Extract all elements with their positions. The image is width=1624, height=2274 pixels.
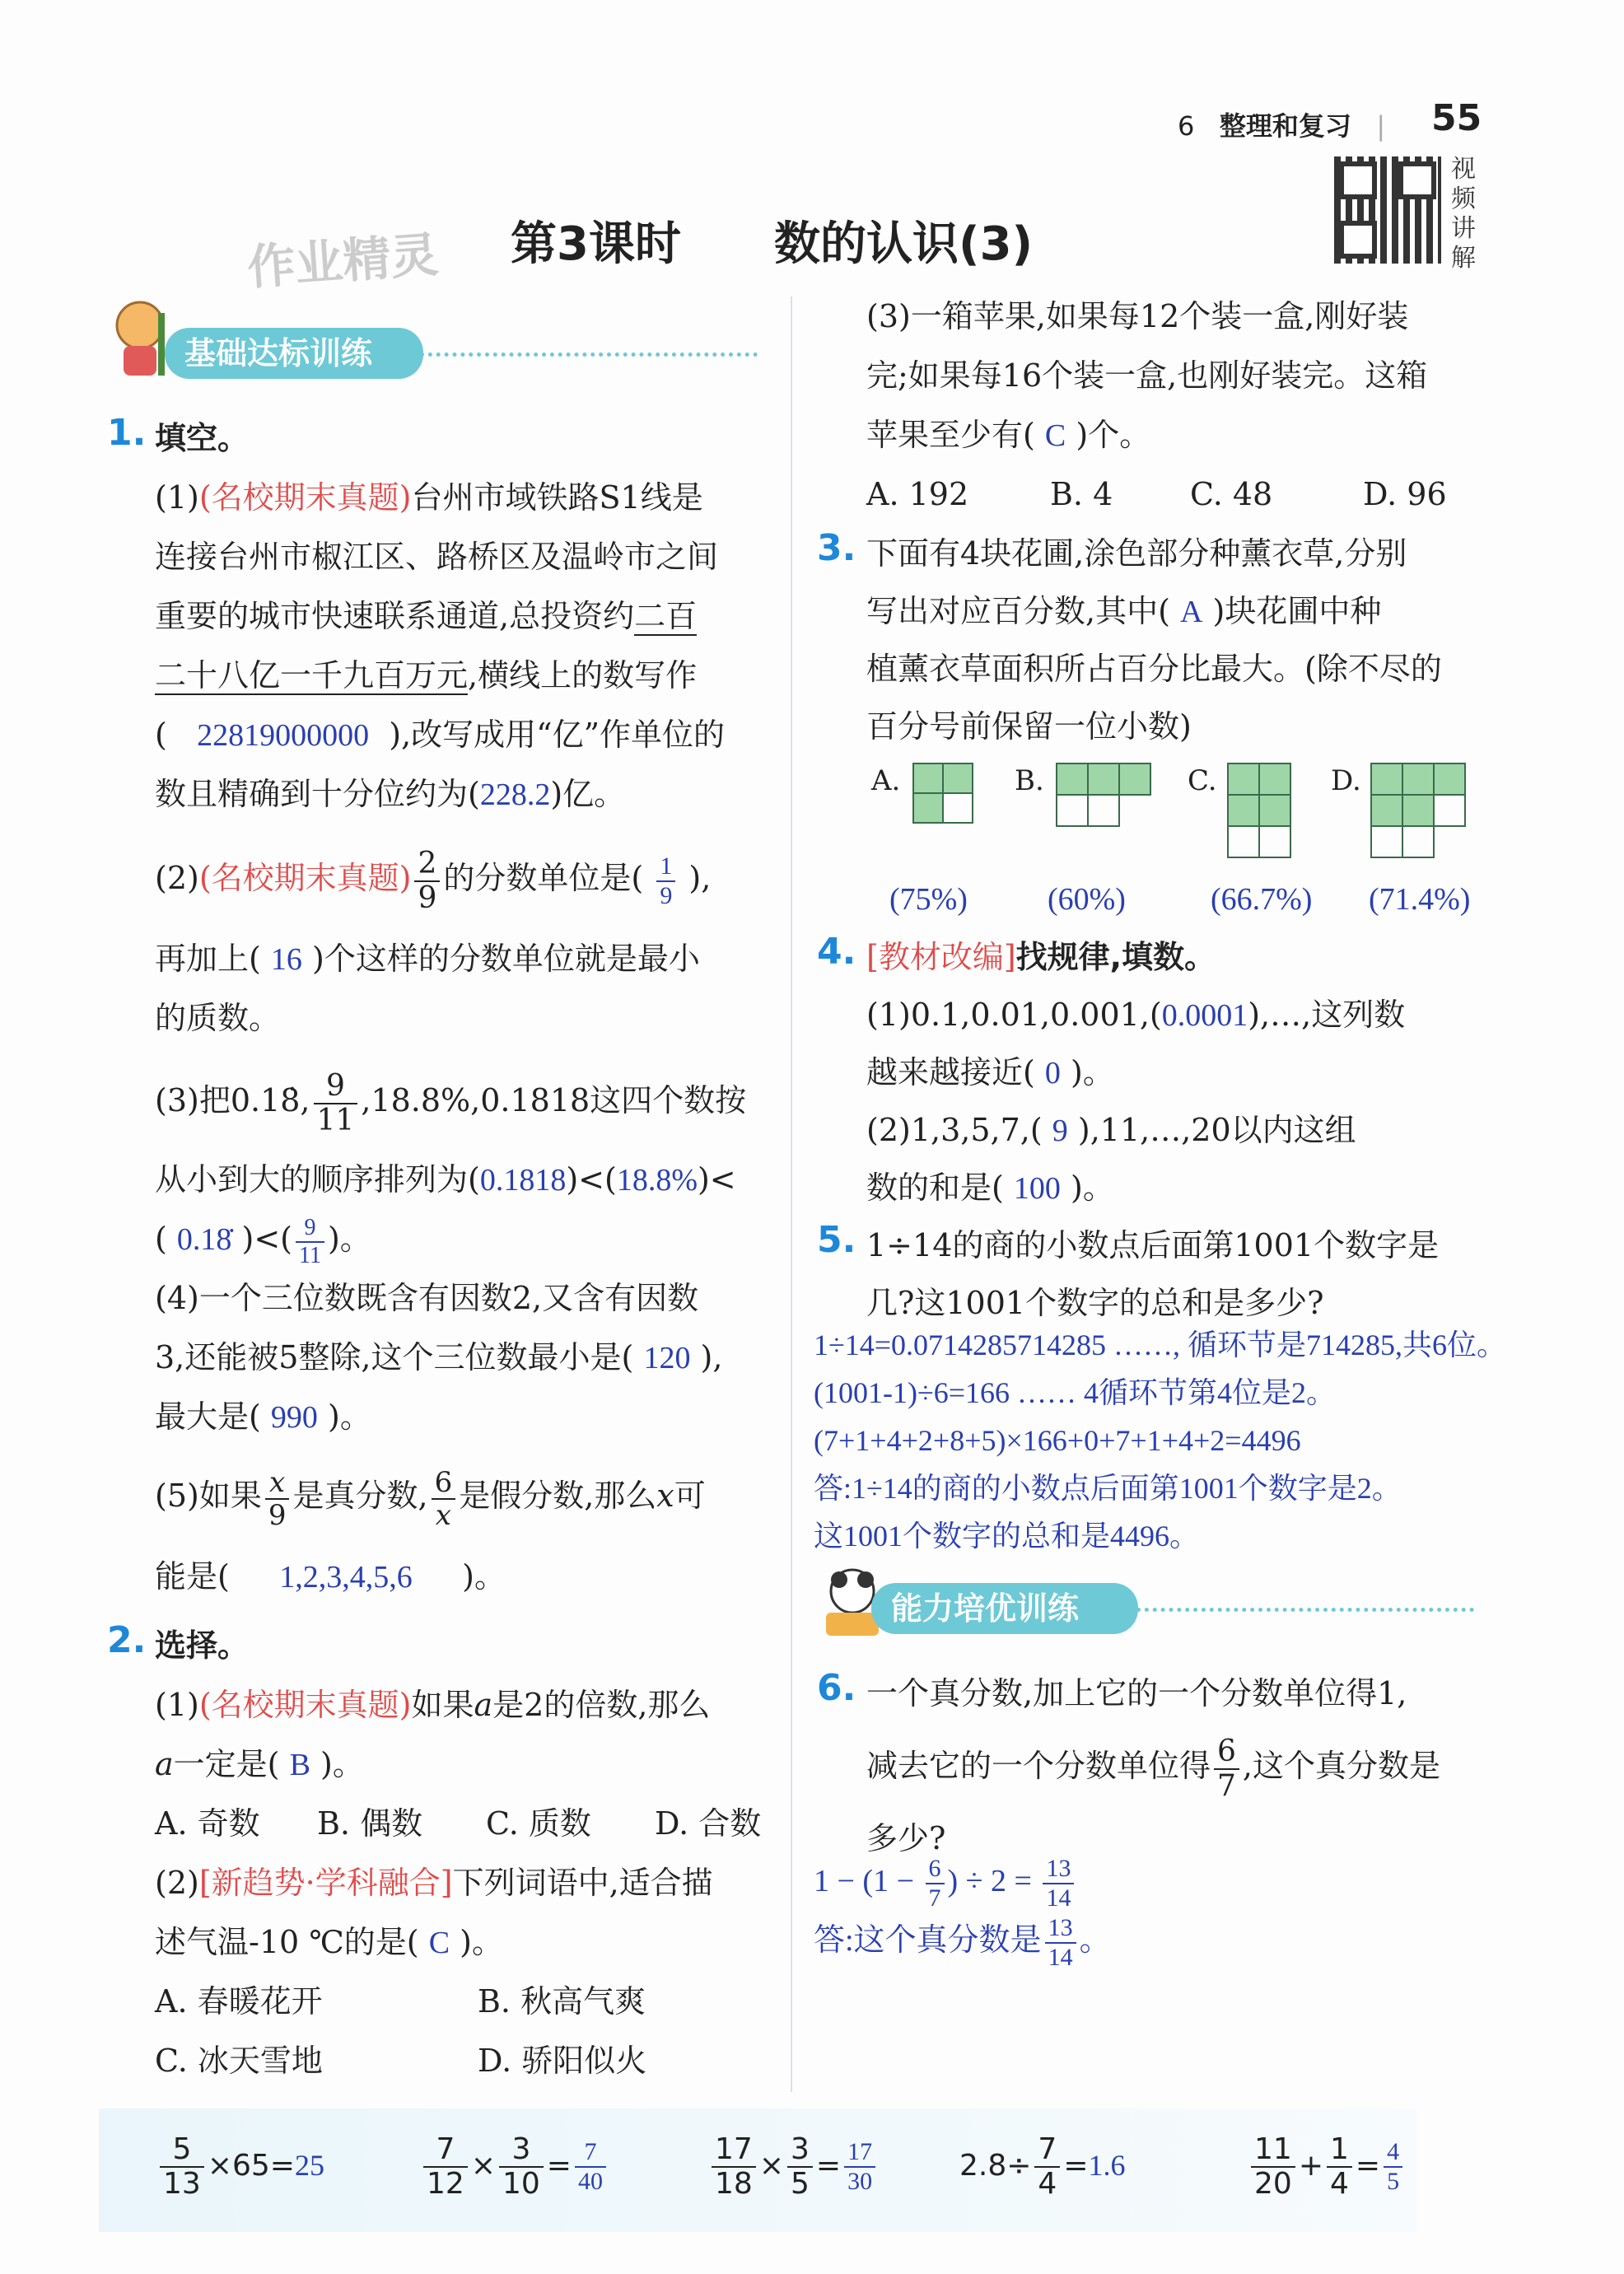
- text-line: 完;如果每16个装一盒,也刚好装完。这箱: [866, 357, 1428, 394]
- text-line: 1÷14的商的小数点后面第1001个数字是: [866, 1227, 1440, 1263]
- text-line: 一个真分数,加上它的一个分数单位得1,: [866, 1675, 1407, 1711]
- text-line: 连接台州市椒江区、路桥区及温岭市之间: [155, 539, 719, 575]
- q1-part4: (4)一个三位数既含有因数2,又含有因数: [155, 1280, 699, 1316]
- option-label: C.: [1188, 764, 1217, 797]
- answer: 0.1818: [479, 1163, 567, 1198]
- answer: 18.8%: [616, 1163, 698, 1198]
- text-line: 最大是( 990 )。: [155, 1398, 371, 1435]
- q5-solution: [814, 1321, 1506, 1560]
- option: B. 偶数: [317, 1805, 423, 1842]
- text-line: 减去它的一个分数单位得 $\frac{6}{7}$ ,这个真分数是: [866, 1734, 1441, 1803]
- option: A. 奇数: [155, 1805, 260, 1842]
- column-divider: [791, 297, 792, 2092]
- answer: C: [1044, 418, 1066, 453]
- text-line: 的质数。: [155, 1000, 281, 1036]
- option: C. 质数: [486, 1805, 591, 1842]
- answer: 100: [1013, 1171, 1061, 1206]
- calc-item: 2.8÷ $\frac{7}{4}$ =1.6: [959, 2132, 1126, 2201]
- answer: (66.7%): [1211, 882, 1313, 917]
- tag-label: [教材改编]: [866, 939, 1016, 975]
- text-line: ( 22819000000 ),改写成用“亿”作单位的: [155, 717, 726, 753]
- garden-b-figure: [1056, 763, 1151, 825]
- text-line: 百分号前保留一位小数): [866, 708, 1192, 745]
- q2-part2: (2)[新趋势·学科融合]下列词语中,适合描: [155, 1865, 713, 1901]
- answer: 990: [270, 1400, 318, 1435]
- solution-line: (7+1+4+2+8+5)×166+0+7+1+4+2=4496: [814, 1424, 1301, 1457]
- answer: 0: [1044, 1056, 1061, 1090]
- tag-label: [新趋势·学科融合]: [198, 1865, 453, 1901]
- option: D. 骄阳似火: [478, 2043, 647, 2079]
- text-line: 数的和是( 100 )。: [866, 1170, 1114, 1206]
- answer: 0.0001: [1161, 998, 1248, 1033]
- question-number: 6.: [817, 1667, 856, 1709]
- section-basic-title: 基础达标训练: [165, 328, 423, 379]
- answer: (75%): [889, 882, 968, 917]
- text-line: 数且精确到十分位约为(228.2)亿。: [155, 776, 626, 812]
- chapter-title: 整理和复习: [1219, 110, 1351, 142]
- answer: C: [428, 1926, 450, 1960]
- question-number: 3.: [817, 527, 856, 569]
- q1-part1: (1)(名校期末真题)台州市域铁路S1线是: [155, 479, 703, 516]
- option: A. 春暖花开: [155, 1983, 323, 2020]
- option: D. 合数: [655, 1805, 762, 1842]
- text-line: 述气温-10 ℃的是( C )。: [155, 1924, 503, 1960]
- question-number: 4.: [817, 931, 856, 973]
- watermark-logo: 作业精灵: [245, 226, 441, 296]
- q1-part2: (2)(名校期末真题) $\frac{2}{9}$ 的分数单位是( $\frac{1}{9}$ ),: [155, 846, 712, 915]
- q2-part1: (1)(名校期末真题)如果a是2的倍数,那么: [155, 1687, 711, 1723]
- q6-answer-line: 答:这个真分数是 $\frac{13}{14}$ 。: [814, 1914, 1111, 1972]
- answer: 16: [270, 942, 302, 977]
- answer: 25: [294, 2149, 324, 2182]
- question-title: 填空。: [155, 420, 250, 456]
- text-line: 能是( 1,2,3,4,5,6 )。: [155, 1558, 506, 1595]
- answer: 228.2: [479, 777, 551, 812]
- q1-part3: (3)把0.18̇, $\frac{9}{11}$ ,18.8%,0.1818这四个数按: [155, 1068, 747, 1137]
- answer: (60%): [1048, 882, 1126, 917]
- tag-label: (名校期末真题): [198, 479, 412, 516]
- garden-d-figure: [1370, 763, 1468, 860]
- section-divider: [1136, 1608, 1474, 1612]
- option: C. 冰天雪地: [155, 2043, 323, 2079]
- section-divider: [420, 353, 758, 357]
- solution-line: 答:1÷14的商的小数点后面第1001个数字是2。: [814, 1472, 1402, 1505]
- text-line: 下面有4块花圃,涂色部分种薰衣草,分别: [866, 535, 1407, 572]
- answer: 1.6: [1088, 2149, 1126, 2182]
- answer: B: [289, 1748, 310, 1782]
- text-line: 重要的城市快速联系通道,总投资约二百: [155, 598, 698, 634]
- lesson-subtitle: 数的认识(3): [774, 217, 1034, 271]
- answer: 9: [1052, 1114, 1068, 1148]
- solution-line: 这1001个数字的总和是4496。: [814, 1520, 1200, 1553]
- garden-a-figure: [912, 763, 973, 824]
- calc-item: $\frac{5}{13}$ ×65=25: [156, 2135, 324, 2199]
- option-label: A.: [871, 764, 901, 797]
- text-line: 写出对应百分数,其中( A )块花圃中种: [866, 593, 1382, 629]
- answer: 1,2,3,4,5,6: [279, 1560, 413, 1595]
- qr-code-icon[interactable]: [1334, 156, 1441, 264]
- answer: A: [1180, 595, 1203, 629]
- calc-item: $\frac{11}{20}$ + $\frac{1}{4}$ = $\frac{4}{5}$: [1248, 2135, 1406, 2199]
- answer: (71.4%): [1369, 882, 1471, 917]
- calc-item: $\frac{17}{18}$ × $\frac{3}{5}$ = $\frac{17}{30}$: [708, 2135, 879, 2199]
- option-label: D.: [1331, 764, 1361, 797]
- option: B. 4: [1050, 476, 1113, 512]
- chapter-label: 6 整理和复习 |: [1178, 110, 1394, 142]
- question-title: 选择。: [155, 1627, 250, 1664]
- option: C. 48: [1190, 476, 1273, 512]
- section-advanced-title: 能力培优训练: [871, 1583, 1138, 1634]
- solution-line: 1÷14=0.0714285714285 ……, 循环节是714285,共6位。: [814, 1328, 1507, 1361]
- q6-solution-line: 1 − (1 − $\frac{6}{7}$ ) ÷ 2 = $\frac{13}{14}$: [814, 1851, 1077, 1911]
- question-number: 5.: [817, 1219, 856, 1261]
- text-line: (2)1,3,5,7,( 9 ),11,…,20以内这组: [866, 1112, 1356, 1148]
- option-label: B.: [1015, 764, 1044, 797]
- text-line: (1)0.1,0.01,0.001,(0.0001),…,这列数: [866, 997, 1406, 1033]
- question-number: 2.: [107, 1619, 147, 1661]
- cartoon-cat-icon: [107, 297, 173, 379]
- option: B. 秋高气爽: [478, 1983, 646, 2020]
- answer: 0.18̇: [176, 1222, 232, 1257]
- garden-c-figure: [1227, 763, 1293, 860]
- solution-line: (1001-1)÷6=166 …… 4循环节第4位是2。: [814, 1376, 1337, 1409]
- text-line: 几?这1001个数字的总和是多少?: [866, 1285, 1324, 1321]
- calc-item: $\frac{7}{12}$ × $\frac{3}{10}$ = $\frac{7}{40}$: [420, 2135, 609, 2199]
- answer: 120: [643, 1341, 691, 1375]
- text-line: 植薰衣草面积所占百分比最大。(除不尽的: [866, 651, 1442, 687]
- option: D. 96: [1363, 476, 1447, 512]
- text-line: 苹果至少有( C )个。: [866, 417, 1151, 453]
- lesson-title: 第3课时: [511, 217, 681, 271]
- text-line: 二十八亿一千九百万元,横线上的数写作: [155, 657, 698, 693]
- text-line: [教材改编]找规律,填数。: [866, 939, 1216, 975]
- text-line: 多少?: [866, 1820, 946, 1856]
- chapter-number: 6: [1178, 110, 1195, 142]
- answer: 22819000000: [197, 718, 370, 753]
- text-line: 3,还能被5整除,这个三位数最小是( 120 ),: [155, 1339, 723, 1375]
- question-number: 1.: [107, 412, 147, 454]
- text-line: 越来越接近( 0 )。: [866, 1054, 1114, 1090]
- q2-part3: (3)一箱苹果,如果每12个装一盒,刚好装: [866, 298, 1409, 334]
- text-line: ( 0.18̇ )<( $\frac{9}{11}$ )。: [155, 1214, 371, 1268]
- text-line: a一定是( B )。: [155, 1746, 364, 1782]
- option: A. 192: [866, 476, 969, 512]
- page-number: 55: [1431, 97, 1482, 139]
- tag-label: (名校期末真题): [198, 860, 412, 896]
- video-label: 视频讲解: [1451, 155, 1476, 273]
- tag-label: (名校期末真题): [198, 1687, 412, 1723]
- q1-part5: (5)如果 $\frac{x}{9}$ 是真分数, $\frac{6}{x}$ 是假分数,那么x可: [155, 1465, 706, 1532]
- text-line: 从小到大的顺序排列为(0.1818)<(18.8%)<: [155, 1161, 736, 1198]
- text-line: 再加上( 16 )个这样的分数单位就是最小: [155, 941, 700, 977]
